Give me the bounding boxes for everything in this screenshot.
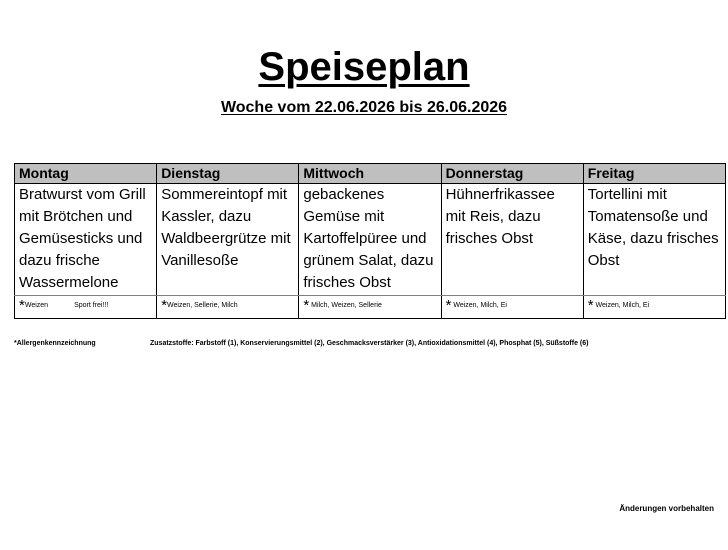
page-title: Speiseplan: [258, 45, 470, 89]
allergens-friday: Weizen, Milch, Ei: [595, 302, 650, 309]
changes-note: Änderungen vorbehalten: [619, 504, 714, 513]
menu-table: [14, 163, 726, 319]
allergen-star: *: [445, 297, 452, 314]
allergen-star: *: [19, 297, 25, 314]
allergen-cell-wednesday: [299, 296, 441, 319]
day-header-row: [15, 164, 726, 184]
meal-row: [15, 184, 726, 296]
meal-thursday: Hühnerfrikassee mit Reis, dazu frisches Obst: [441, 184, 583, 296]
allergens-tuesday: Weizen, Sellerie, Milch: [167, 302, 238, 309]
allergen-cell-monday: [15, 296, 157, 319]
allergen-star: *: [587, 297, 594, 314]
meal-monday: Bratwurst vom Grill mit Brötchen und Gemüsesticks und dazu frische Wassermelone: [15, 184, 157, 296]
footnote-star: *: [14, 340, 17, 347]
allergens-thursday: Weizen, Milch, Ei: [453, 302, 507, 309]
week-range: Woche vom 22.06.2026 bis 26.06.2026: [220, 99, 508, 116]
allergen-cell-thursday: [441, 296, 583, 319]
day-header-wednesday: Mittwoch: [299, 164, 441, 184]
day-header-thursday: Donnerstag: [441, 164, 583, 184]
allergen-star: *: [161, 297, 168, 314]
additives-footnote: Zusatzstoffe: Farbstoff (1), Konservierungsmittel (2), Geschmacksverstärker (3), Antioxidationsmittel (4), Phosphat (5), Süßstoffe (6): [150, 340, 589, 347]
allergen-footnote: [14, 340, 96, 347]
allergen-cell-tuesday: [157, 296, 299, 319]
meal-wednesday: gebackenes Gemüse mit Kartoffelpüree und grünem Salat, dazu frisches Obst: [299, 184, 441, 296]
allergen-cell-friday: [583, 296, 725, 319]
allergen-star: *: [303, 297, 310, 314]
allergen-row: [15, 296, 726, 319]
meal-tuesday: Sommereintopf mit Kassler, dazu Waldbeergrütze mit Vanillesoße: [157, 184, 299, 296]
day-header-monday: Montag: [15, 164, 157, 184]
day-header-tuesday: Dienstag: [157, 164, 299, 184]
day-header-friday: Freitag: [583, 164, 725, 184]
sport-note: Sport frei!!!: [74, 302, 109, 309]
allergen-label: Allergenkennzeichnung: [16, 340, 96, 347]
allergens-monday: Weizen: [24, 302, 49, 309]
meal-friday: Tortellini mit Tomatensoße und Käse, dazu frisches Obst: [583, 184, 725, 296]
allergens-wednesday: Milch, Weizen, Sellerie: [311, 302, 382, 309]
